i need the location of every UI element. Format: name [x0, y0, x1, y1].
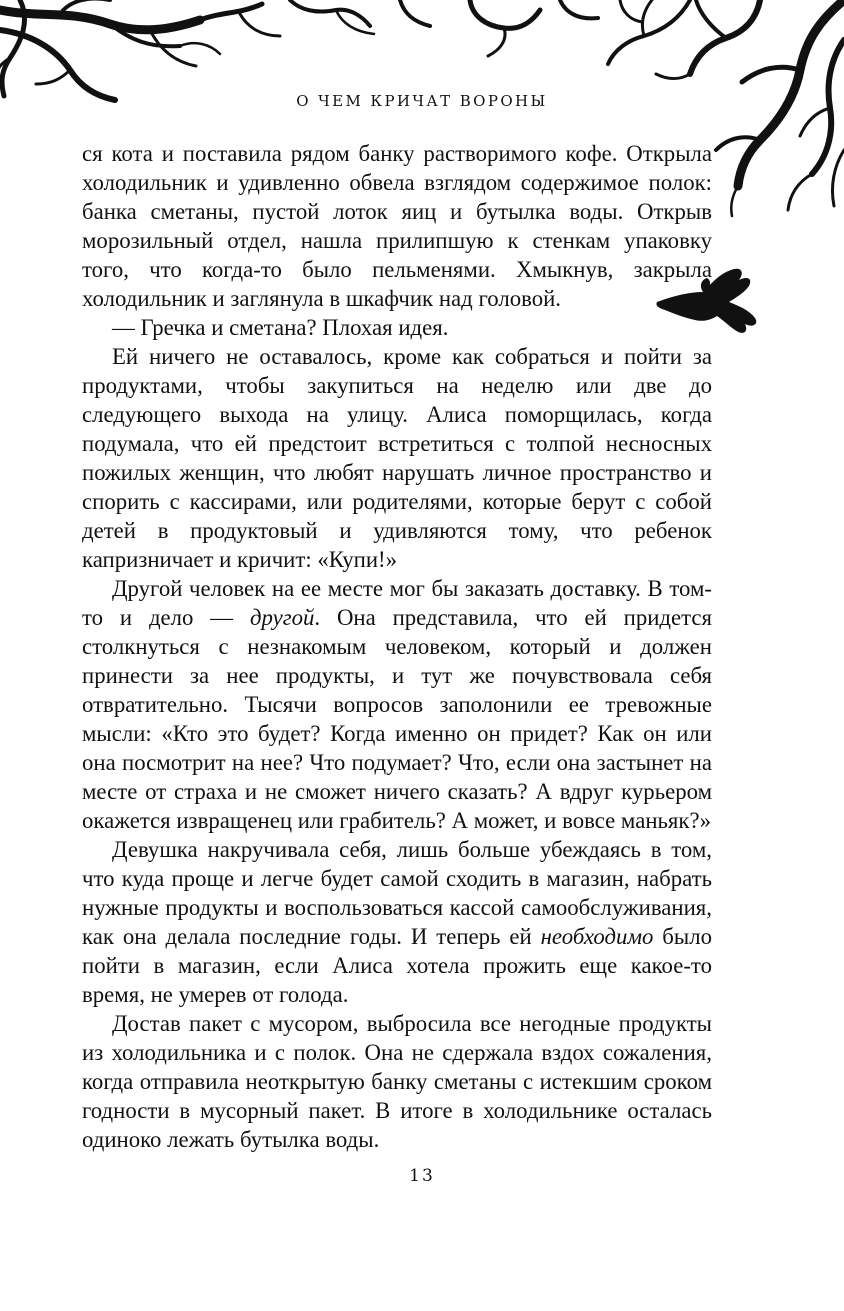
text-run: было пойти в магазин, если Алиса хотела прожить еще какое-то время, не умерев от голода. — [82, 924, 713, 1007]
paragraph: — Гречка и сметана? Плохая идея. — [112, 315, 449, 340]
emphasis: другой — [249, 605, 315, 630]
text-run: Другой человек на ее месте мог бы заказать доставку. В том-то и дело — — [82, 576, 712, 630]
emphasis: необходимо — [540, 924, 654, 949]
paragraph: Достав пакет с мусором, выбросила все негодные продукты из холодильника и с полок. Она не сдержала вздох сожаления, когда отправила неоткрытую банку сметаны с истекшим сроком годности в мусорный пакет. В итоге в холодильнике осталась одиноко лежать бутылка воды. — [82, 1011, 712, 1152]
running-header: О ЧЕМ КРИЧАТ ВОРОНЫ — [296, 92, 548, 110]
text-run: . Она представила, что ей придется столкнуться с незнакомым человеком, который и должен принести за нее продукты, и тут же почувствовала себя отвратительно. Тысячи вопросов заполонили ее тревожные мысли: «Кто это будет? Когда именно он придет? Как он или она посмотрит на нее? Что подумает? Что, если она застынет на месте от страха и не сможет ничего сказать? А вдруг курьером окажется извращенец или грабитель? А может, и вовсе маньяк?» — [82, 605, 712, 833]
paragraph — [82, 574, 712, 835]
text-run: Девушка накручивала себя, лишь больше убеждаясь в том, что куда проще и легче будет самой сходить в магазин, набрать нужные продукты и воспользоваться кассой самообслуживания, как она делала последние годы. И теперь ей — [82, 837, 712, 949]
paragraph: ся кота и поставила рядом банку растворимого кофе. Открыла холодильник и удивленно обвела взглядом содержимое полок: банка сметаны, пустой лоток яиц и бутылка воды. Открыв морозильный отдел, нашла прилипшую к стенкам упаковку того, что когда-то было пельменями. Хмыкнув, закрыла холодильник и заглянула в шкафчик над головой. — [82, 141, 712, 311]
paragraph — [82, 835, 712, 1009]
paragraph: Ей ничего не оставалось, кроме как собраться и пойти за продуктами, чтобы закупиться на неделю или две до следующего выхода на улицу. Алиса поморщилась, когда подумала, что ей предстоит встретиться с толпой несносных пожилых женщин, что любят нарушать личное пространство и спорить с кассирами, или родителями, которые берут с собой детей в продуктовый и удивляются тому, что ребенок капризничает и кричит: «Купи!» — [82, 344, 712, 572]
page-number: 13 — [409, 1166, 435, 1186]
body-text — [82, 139, 712, 1154]
